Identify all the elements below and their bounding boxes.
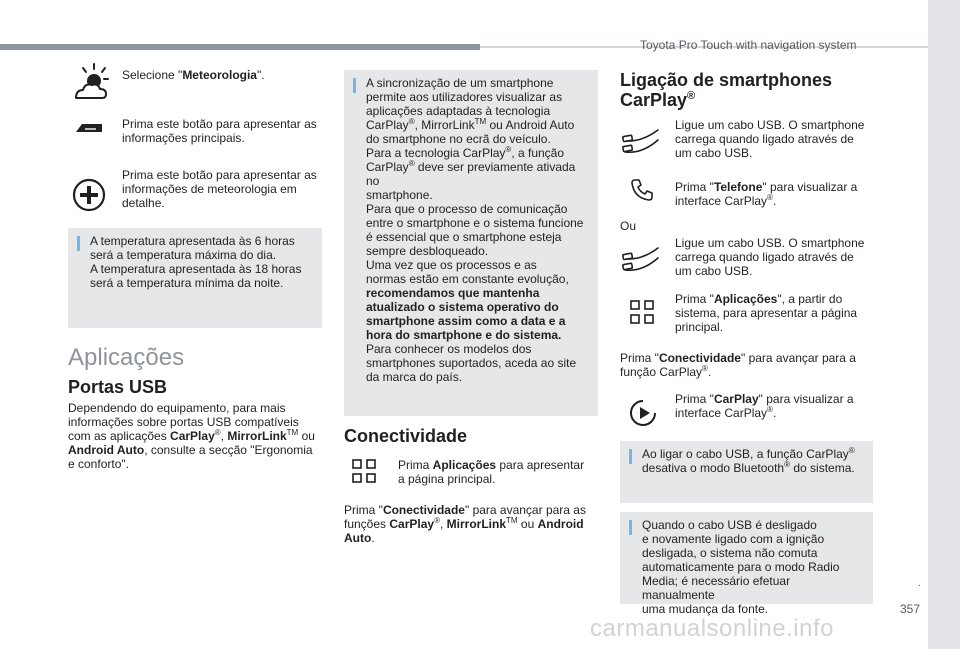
usb-disconnect-note-text: Quando o cabo USB é desligado e novamente ligado com a ignição desligada, o sistema não comuta automaticamente para o modo Radio Media; é necessário efetuar manualmente uma mudança da fonte. <box>642 518 840 616</box>
carplay-connection-heading: Ligação de smartphones CarPlay® <box>620 70 833 110</box>
main-info-button-icon <box>74 122 104 134</box>
phone-text: Prima "Telefone" para visualizar a interface CarPlay®. <box>675 180 858 208</box>
sync-note-box <box>344 70 598 416</box>
temperature-note-box <box>68 228 322 328</box>
page-number: 357 <box>900 602 921 616</box>
usb-connect-text-2: Ligue um cabo USB. O smartphone carrega quando ligado através de um cabo USB. <box>675 236 865 278</box>
top-rule <box>0 44 480 50</box>
or-text: Ou <box>620 219 637 233</box>
note-accent-bar <box>629 520 632 535</box>
weather-icon <box>72 62 112 106</box>
detail-info-text: Prima este botão para apresentar as informações de meteorologia em detalhe. <box>122 168 317 210</box>
note-accent-bar <box>77 236 80 251</box>
carplay-play-icon <box>626 396 660 430</box>
main-info-text: Prima este botão para apresentar as informações principais. <box>122 117 317 145</box>
page-header-title: Toyota Pro Touch with navigation system <box>640 38 857 52</box>
usb-paragraph: Dependendo do equipamento, para mais informações sobre portas USB compatíveis com as aplicações CarPlay®, MirrorLink™ ou Android Auto, consulte a secção "Ergonomia e conforto". <box>68 401 315 471</box>
connectivity-carplay-text: Prima "Conectividade" para avançar para a função CarPlay®. <box>620 351 856 379</box>
page-side-strip <box>928 0 960 649</box>
carplay-press-text: Prima "CarPlay" para visualizar a interface CarPlay®. <box>675 392 854 420</box>
temperature-note-text: A temperatura apresentada às 6 horas será a temperatura máxima do dia. A temperatura apresentada às 18 horas será a temperatura mínima da noite. <box>90 234 302 290</box>
note-accent-bar <box>353 78 356 93</box>
usb-cable-icon <box>622 242 662 274</box>
usb-disconnect-note-box <box>620 512 873 616</box>
usb-cable-icon <box>622 124 662 156</box>
page-end-marker: . <box>918 578 921 589</box>
usb-connect-text-1: Ligue um cabo USB. O smartphone carrega quando ligado através de um cabo USB. <box>675 118 865 160</box>
bluetooth-note-box <box>620 441 873 503</box>
usb-heading: Portas USB <box>68 377 168 397</box>
weather-select-text: Selecione "Meteorologia". <box>122 68 265 82</box>
sync-note-text: A sincronização de um smartphone permite aos utilizadores visualizar as aplicações adaptadas à tecnologia CarPlay®, MirrorLink™ ou Android Auto do smartphone no ecrã do veículo. Para a tecnologia CarPlay®, a função CarPlay® deve ser previamente ativada no smartphone. Para que o processo de comunicação entre o smartphone e o sistema funcione é essencial que o smartphone esteja sempre desbloqueado. Uma vez que os processos e as normas estão em constante evolução, recomendamos que mantenha atualizado o sistema operativo do smartphone assim como a data e a hora do smartphone e do sistema. Para conhecer os modelos dos smartphones suportados, aceda ao site da marca do país. <box>366 76 584 384</box>
connectivity-heading: Conectividade <box>344 426 468 446</box>
apps-system-text: Prima "Aplicações", a partir do sistema, para apresentar a página principal. <box>675 292 858 334</box>
apps-heading: Aplicações <box>68 344 185 371</box>
connectivity-paragraph: Prima "Conectividade" para avançar para as funções CarPlay®, MirrorLink™ ou Android Auto. <box>344 503 586 545</box>
plus-circle-icon <box>72 178 106 212</box>
note-accent-bar <box>629 449 632 464</box>
watermark: carmanualsonline.info <box>590 615 834 642</box>
apps-press-text: Prima Aplicações para apresentar a página principal. <box>398 458 585 486</box>
bluetooth-note-text: Ao ligar o cabo USB, a função CarPlay® desativa o modo Bluetooth® do sistema. <box>642 446 855 475</box>
apps-grid-icon <box>630 300 654 324</box>
apps-grid-icon <box>352 459 376 483</box>
phone-icon <box>630 178 654 202</box>
